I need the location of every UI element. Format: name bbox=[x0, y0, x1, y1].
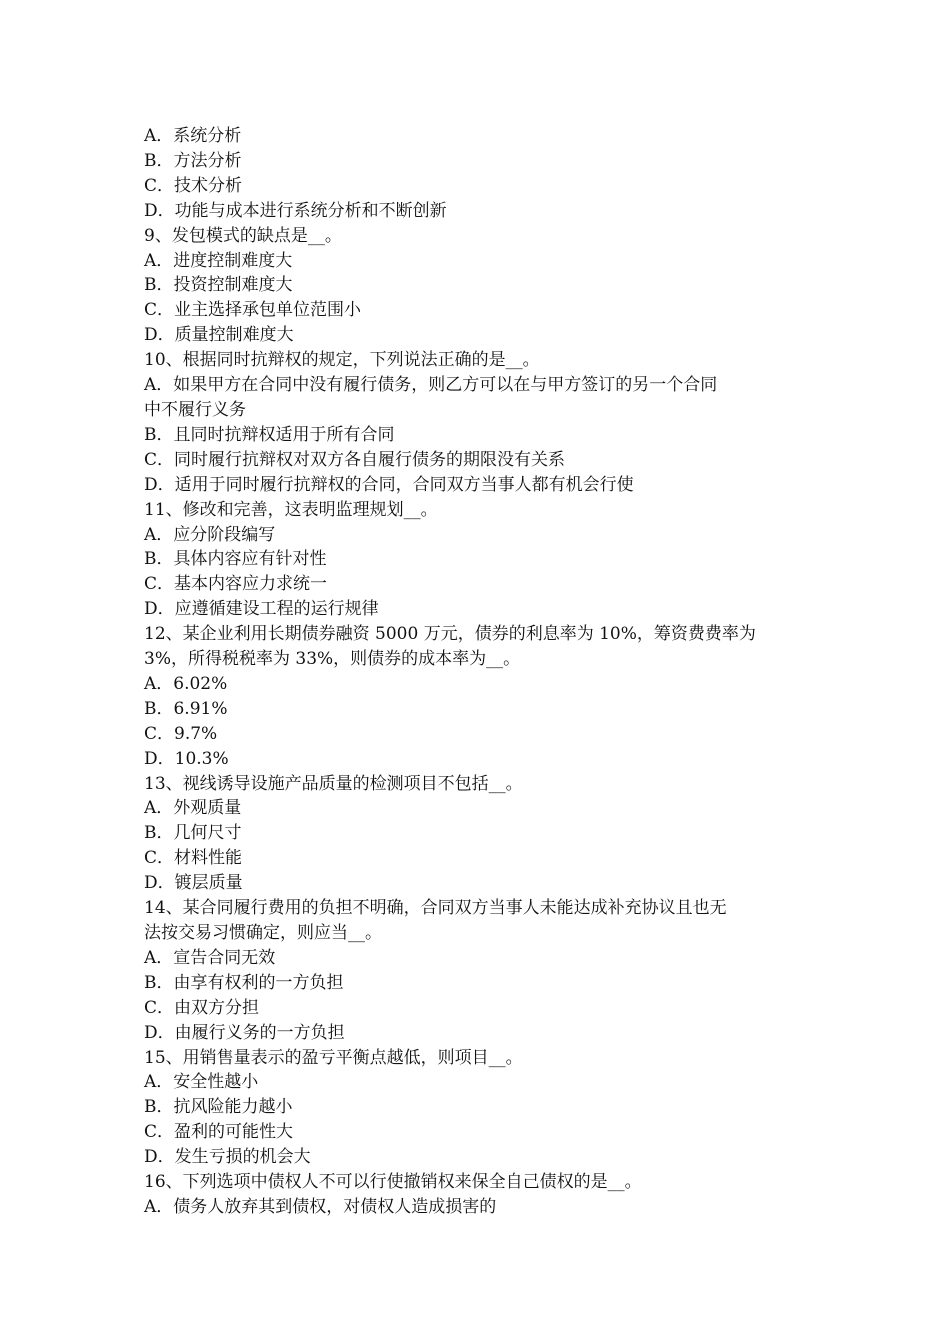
option-line: D．质量控制难度大 bbox=[144, 325, 294, 346]
option-line: D．功能与成本进行系统分析和不断创新 bbox=[144, 200, 447, 221]
option-line: C．9.7% bbox=[144, 723, 218, 744]
question-13: 13、视线诱导设施产品质量的检测项目不包括__。 bbox=[144, 773, 523, 794]
option-line: D．发生亏损的机会大 bbox=[144, 1147, 311, 1168]
option-line: A．进度控制难度大 bbox=[144, 250, 293, 271]
option-line: A．系统分析 bbox=[144, 126, 242, 146]
option-line: C．由双方分担 bbox=[144, 997, 260, 1018]
option-line: A．安全性越小 bbox=[144, 1072, 259, 1093]
option-line: A．外观质量 bbox=[144, 798, 242, 819]
question-14-continued: 法按交易习惯确定，则应当__。 bbox=[144, 923, 382, 943]
option-line: D．镀层质量 bbox=[144, 873, 243, 894]
option-line: A．6.02% bbox=[144, 673, 228, 694]
option-line: B．且同时抗辩权适用于所有合同 bbox=[144, 424, 395, 445]
question-11: 11、修改和完善，这表明监理规划__。 bbox=[144, 499, 438, 520]
option-line: A．宣告合同无效 bbox=[144, 947, 276, 968]
option-line: B．方法分析 bbox=[144, 150, 242, 171]
option-line: C．同时履行抗辩权对双方各自履行债务的期限没有关系 bbox=[144, 449, 566, 470]
option-line: A．应分阶段编写 bbox=[144, 524, 276, 545]
option-line: D．10.3% bbox=[144, 748, 229, 769]
option-line: C．技术分析 bbox=[144, 175, 243, 196]
option-line: B．几何尺寸 bbox=[144, 823, 242, 844]
question-15: 15、用销售量表示的盈亏平衡点越低，则项目__。 bbox=[144, 1047, 523, 1068]
option-line: D．由履行义务的一方负担 bbox=[144, 1022, 345, 1043]
option-line: D．应遵循建设工程的运行规律 bbox=[144, 599, 379, 620]
question-10: 10、根据同时抗辩权的规定，下列说法正确的是__。 bbox=[144, 350, 540, 371]
option-line: C．业主选择承包单位范围小 bbox=[144, 300, 362, 321]
question-9: 9、发包模式的缺点是__。 bbox=[144, 225, 342, 246]
option-line: A．如果甲方在合同中没有履行债务，则乙方可以在与甲方签订的另一个合同 bbox=[144, 375, 718, 396]
document-page bbox=[144, 124, 814, 1220]
option-line: B．具体内容应有针对性 bbox=[144, 549, 327, 570]
option-line: C．基本内容应力求统一 bbox=[144, 574, 328, 595]
option-line: C．材料性能 bbox=[144, 848, 243, 869]
option-line: C．盈利的可能性大 bbox=[144, 1122, 294, 1143]
question-14: 14、某合同履行费用的负担不明确，合同双方当事人未能达成补充协议且也无 bbox=[144, 898, 727, 919]
option-line: D．适用于同时履行抗辩权的合同，合同双方当事人都有机会行使 bbox=[144, 474, 634, 495]
option-line: B．由享有权利的一方负担 bbox=[144, 972, 344, 993]
question-12: 12、某企业利用长期债券融资 5000 万元，债券的利息率为 10%，筹资费费率为 bbox=[144, 624, 756, 645]
question-12-continued: 3%，所得税税率为 33%，则债券的成本率为__。 bbox=[144, 649, 521, 670]
question-16: 16、下列选项中债权人不可以行使撤销权来保全自己债权的是__。 bbox=[144, 1172, 642, 1193]
option-line-continued: 中不履行义务 bbox=[144, 399, 246, 420]
option-line: B．抗风险能力越小 bbox=[144, 1097, 293, 1118]
option-line: B．投资控制难度大 bbox=[144, 275, 293, 296]
option-line: B．6.91% bbox=[144, 698, 228, 719]
option-line: A．债务人放弃其到债权，对债权人造成损害的 bbox=[144, 1196, 497, 1217]
